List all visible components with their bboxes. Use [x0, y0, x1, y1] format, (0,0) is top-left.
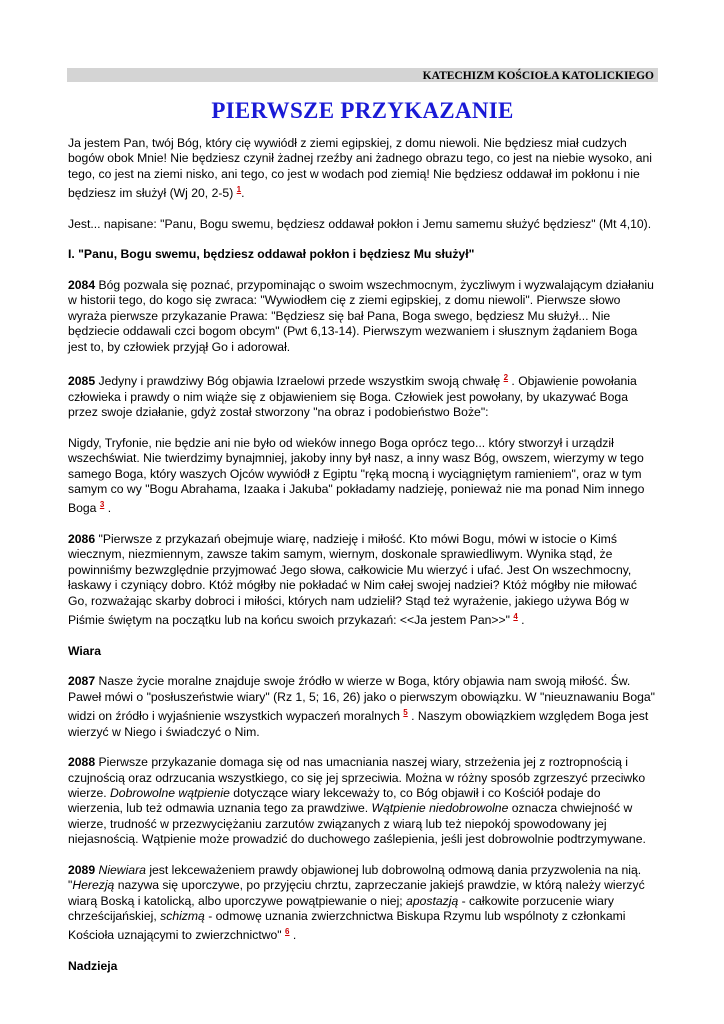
header-bar: [67, 68, 658, 82]
paragraph-text: nazywa się uporczywe, po przyjęciu chrztu, zaprzeczanie jakiejś prawdzie, w którą należy wierzyć wiarą Boską i katolicką, albo uporczywe powątpiewanie o niej;: [68, 878, 645, 908]
paragraph-2088: [68, 755, 658, 847]
section-heading-wiara: Wiara: [68, 643, 102, 658]
paragraph-text: jest lekceważeniem prawdy objawionej lub dobrowolną odmową dania przyzwolenia na nią. ": [68, 862, 642, 893]
emphasis-text: Wątpienie niedobrowolne: [371, 801, 509, 816]
emphasis-text: apostazją: [406, 893, 459, 908]
paragraph-text: "Pierwsze z przykazań obejmuje wiarę, nadzieję i miłość. Kto mówi Bogu, mówi w istocie o Kimś wiecznym, niezmiennym, zawsze takim samym, wiernym, doskonale sprawiedliwym. Wynika stąd, że powinniśmy bezwzględnie przyjmować Jego słowa, całkowicie Mu wierzyć i ufać. Jest On wszechmocny, łaskawy i czyniący dobro. Któż mógłby nie pokładać w Nim całej swojej nadziei? Któż mógłby nie miłować Go, rozważając skarby dobroci i miłości, których nam udzielił? Stąd też wyrażenie, jakiego używa Bóg w Piśmie świętym na początku lub na końcu swoich przykazań: <<Ja jestem Pan>>": [68, 532, 637, 628]
paragraph-end: .: [289, 928, 297, 943]
paragraph-text: - odmowę uznania zwierzchnictwa Biskupa Rzymu lub wspólnoty z członkami Kościoła uznającymi to zwierzchnictwo": [68, 909, 626, 943]
footnote-link-2[interactable]: 2: [503, 373, 509, 383]
paragraph-2089: [68, 863, 658, 944]
intro-paragraph-1: [68, 136, 658, 202]
paragraph-text: Pierwsze przykazanie domaga się od nas umacniania naszej wiary, strzeżenia jej z roztropnością i czujnością oraz odrzucania wszystkiego, co się jej sprzeciwia. Można w różny sposób zgrzeszyć przeciwko wierze.: [68, 755, 646, 800]
emphasis-text: Herezją: [72, 878, 115, 893]
intro-text: Ja jestem Pan, twój Bóg, który cię wywiódł z ziemi egipskiej, z domu niewoli. Nie będziesz miał cudzych bogów obok Mnie! Nie będziesz czynił żadnej rzeźby ani żadnego obrazu tego, co jest na niebie wysoko, ani tego, co jest na ziemi nisko, ani tego, co jest w wodach pod ziemią! Nie będziesz oddawał im pokłonu i nie będziesz im służył (Wj 20, 2-5): [68, 136, 652, 201]
paragraph-text: Nasze życie moralne znajduje swoje źródło w wierze w Boga, który objawia nam swoją miłość. Św. Paweł mówi o "posłuszeństwie wiary" (Rz 1, 5; 16, 26) jako o pierwszym obowiązku. W "nieuznawaniu Boga" widzi on źródło i wyjaśnienie wszystkich wypaczeń moralnych: [68, 674, 655, 724]
quote-paragraph: [68, 436, 658, 517]
emphasis-text: schizmą: [160, 909, 205, 924]
paragraph-text: oznacza chwiejność w wierze, trudność w przezwyciężaniu zarzutów związanych z wiarą lub też niepokój spowodowany jej niejasnością. Wątpienie może prowadzić do duchowego zaślepienia, jeśli jest dobrowolnie podtrzymywane.: [68, 801, 646, 847]
paragraph-number: 2084: [68, 278, 96, 293]
paragraph-text: - całkowite porzucenie wiary chrześcijańskiej,: [68, 893, 615, 924]
quote-text: Nigdy, Tryfonie, nie będzie ani nie było od wieków innego Boga oprócz tego... który stworzył i urządził wszechświat. Nie twierdzimy bynajmniej, jakoby inny był nasz, a inny wasz Bóg, owszem, wierzymy w tego samego Boga, który waszych Ojców wywiódł z Egiptu "ręką mocną i wyciągniętym ramieniem", oraz w tym samym co wy "Bogu Abrahama, Izaaka i Jakuba" pokładamy nadzieję, ponieważ nie ma ponad Nim innego Boga: [68, 435, 645, 516]
emphasis-text: Niewiara: [98, 862, 146, 877]
paragraph-2086: [68, 532, 658, 629]
paragraph-text: . Objawienie powołania człowieka i prawdy o nim wiąże się z objawieniem się Boga. Człowiek jest powołany, by ukazywać Boga przez swoje działanie, gdyż został stworzony "na obraz i podobieństwo Boże":: [68, 374, 637, 420]
footnote-link-3[interactable]: 3: [99, 500, 105, 510]
footnote-link-4[interactable]: 4: [513, 612, 518, 622]
document-body: [68, 136, 658, 990]
paragraph-text: dotyczące wiary lekceważy to, co Bóg objawił i co Kościół podaje do wierzenia, lub też odmawia uznania tego za prawdziwe.: [68, 786, 601, 816]
paragraph-number: 2088: [68, 755, 96, 770]
paragraph-text: Jedyny i prawdziwy Bóg objawia Izraelowi przede wszystkim swoją chwałę: [95, 374, 501, 389]
paragraph-end: .: [517, 613, 525, 628]
paragraph-2087: [68, 674, 658, 740]
paragraph-number: 2086: [68, 532, 96, 547]
page-title: PIERWSZE PRZYKAZANIE: [211, 98, 514, 123]
section-heading-nadzieja: Nadzieja: [68, 959, 118, 974]
paragraph-number: 2089: [68, 862, 96, 877]
paragraph-text: Bóg pozwala się poznać, przypominając o swoim wszechmocnym, życzliwym i wyzwalającym działaniu w historii tego, do kogo się zwraca: "Wywiodłem cię z ziemi egipskiej, z domu niewoli". Pierwsze słowo wyraża pierwsze przykazanie Prawa: "Będziesz się bał Pana, Boga swego, będziesz Mu służył... Nie będziecie oddawali czci bogom obcym" (Pwt 6,13-14). Pierwszym wezwaniem i słusznym żądaniem Boga jest to, by człowiek przyjął Go i adorował.: [68, 278, 654, 354]
header-title: KATECHIZM KOŚCIOŁA KATOLICKIEGO: [422, 70, 654, 82]
emphasis-text: Dobrowolne wątpienie: [110, 786, 230, 800]
paragraph-number: 2085: [68, 374, 96, 389]
intro-end: .: [241, 186, 245, 201]
footnote-link-1[interactable]: 1: [236, 185, 242, 195]
section-heading-1: I. "Panu, Bogu swemu, będziesz oddawał pokłon i będziesz Mu służył": [68, 247, 475, 262]
paragraph-2085: [68, 370, 658, 420]
footnote-link-5[interactable]: 5: [403, 708, 408, 718]
paragraph-2084: [68, 278, 658, 355]
paragraph-number: 2087: [68, 674, 96, 689]
footnote-link-6[interactable]: 6: [285, 927, 290, 937]
quote-end: .: [104, 501, 112, 516]
paragraph-text: . Naszym obowiązkiem względem Boga jest wierzyć w Niego i świadczyć o Nim.: [68, 709, 649, 739]
intro-paragraph-2: Jest... napisane: "Panu, Bogu swemu, będziesz oddawał pokłon i Jemu samemu służyć będziesz" (Mt 4,10).: [68, 216, 652, 231]
